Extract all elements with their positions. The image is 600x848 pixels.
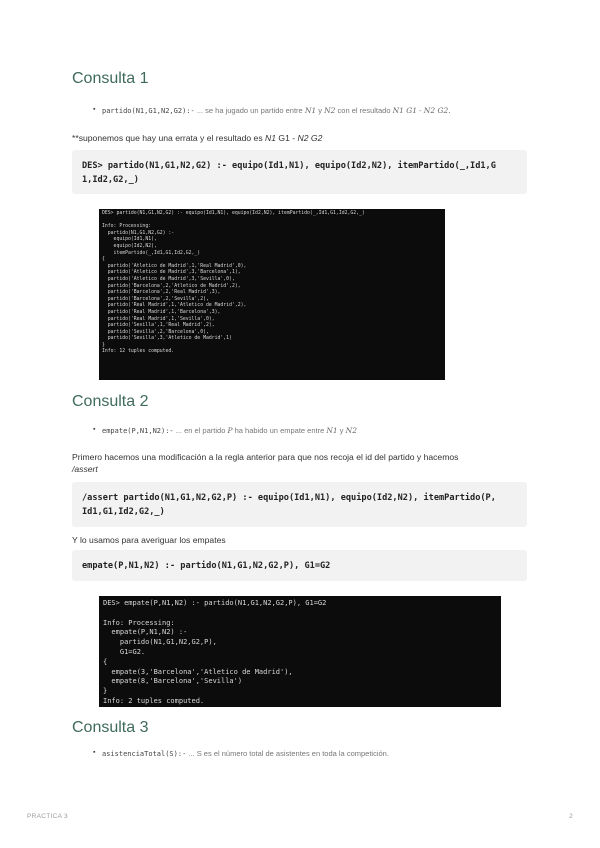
code-block-partido: DES> partido(N1,G1,N2,G2) :- equipo(Id1,N1), equipo(Id2,N2), itemPartido(_,Id1,G 1,Id2,G2,_) bbox=[72, 150, 527, 194]
terminal-line bbox=[102, 218, 442, 225]
paragraph-empates: Y lo usamos para averiguar los empates bbox=[72, 535, 226, 545]
terminal-line: Info: Processing: bbox=[102, 224, 152, 230]
note-errata: **suponemos que hay una errata y el resultado es N1 G1 - N2 G2 bbox=[72, 133, 323, 143]
section-heading-consulta-2: Consulta 2 bbox=[72, 393, 149, 410]
terminal-line: partido('Sevilla',2,'Barcelona',0), bbox=[102, 329, 209, 335]
terminal-line: partido('Atletico de Madrid',1,'Real Madrid',0), bbox=[102, 263, 247, 269]
terminal-line: partido('Barcelona',2,'Sevilla',2), bbox=[102, 296, 209, 302]
terminal-screenshot-empate bbox=[99, 596, 501, 707]
section-heading-consulta-1: Consulta 1 bbox=[72, 70, 149, 87]
bullet-code: empate(P,N1,N2):- bbox=[102, 427, 174, 435]
code-block-assert: /assert partido(N1,G1,N2,G2,P) :- equipo(Id1,N1), equipo(Id2,N2), itemPartido(P, Id1,G1,Id2,G2,_) bbox=[72, 482, 527, 527]
code-block-empate: empate(P,N1,N2) :- partido(N1,G1,N2,G2,P), G1=G2 bbox=[72, 550, 527, 581]
bullet-code: asistenciaTotal(S):- bbox=[102, 750, 187, 758]
terminal-line: partido('Barcelona',2,'Atletico de Madrid',2), bbox=[102, 283, 241, 289]
terminal-line: partido('Atletico de Madrid',3,'Sevilla',0), bbox=[102, 276, 235, 282]
terminal-line: DES> empate(P,N1,N2) :- partido(N1,G1,N2,G2,P), G1=G2 bbox=[103, 599, 327, 607]
terminal-line: partido('Real Madrid',1,'Atletico de Madrid',2), bbox=[102, 303, 247, 309]
terminal-line: partido(N1,G1,N2,G2) :- bbox=[102, 230, 175, 236]
section-heading-consulta-3: Consulta 3 bbox=[72, 719, 149, 736]
list-item-partido: ▪ partido(N1,G1,N2,G2):- ... se ha jugado un partido entre N1 y N2 con el resultado N1 G1 - N2 G2. bbox=[102, 106, 451, 115]
list-item-asistencia: ▪ asistenciaTotal(S):- ... S es el número total de asistentes en toda la competición. bbox=[102, 749, 389, 758]
terminal-line: { bbox=[102, 257, 105, 263]
terminal-line: partido('Atletico de Madrid',3,'Barcelona',1), bbox=[102, 270, 241, 276]
terminal-line: Info: Processing: bbox=[103, 618, 175, 627]
terminal-line: empate(8,'Barcelona','Sevilla') bbox=[103, 677, 243, 686]
terminal-line: partido('Sevilla',1,'Real Madrid',2), bbox=[102, 323, 215, 329]
terminal-line: partido(N1,G1,N2,G2,P), bbox=[103, 638, 217, 647]
list-item-empate: ▪ empate(P,N1,N2):- ... en el partido P ha habido un empate entre N1 y N2 bbox=[102, 426, 357, 435]
terminal-line: Info: 12 tuples computed. bbox=[102, 349, 175, 355]
page-number: 2 bbox=[569, 813, 573, 820]
terminal-line: partido('Barcelona',2,'Real Madrid',3), bbox=[102, 290, 221, 296]
paragraph-modificacion: Primero hacemos una modificación a la regla anterior para que nos recoja el id del partido y hacemos /assert bbox=[72, 452, 459, 474]
terminal-line: } bbox=[102, 342, 105, 348]
terminal-screenshot-partido bbox=[99, 209, 445, 380]
footer-left: PRACTICA 3 bbox=[27, 813, 68, 820]
terminal-line: DES> partido(N1,G1,N2,G2) :- equipo(Id1,N1), equipo(Id2,N2), itemPartido(_,Id1,G1,Id2,G2,_) bbox=[102, 211, 365, 216]
terminal-line: itemPartido(_,Id1,G1,Id2,G2,_) bbox=[102, 250, 201, 256]
terminal-line: empate(P,N1,N2) :- bbox=[103, 628, 188, 637]
terminal-line: partido('Real Madrid',1,'Barcelona',3), bbox=[102, 309, 221, 315]
terminal-line: partido('Sevilla',3,'Atletico de Madrid',1) bbox=[102, 336, 232, 342]
terminal-line: equipo(Id2,N2), bbox=[102, 243, 157, 249]
terminal-line: Info: 2 tuples computed. bbox=[103, 696, 205, 705]
terminal-line bbox=[103, 609, 497, 619]
bullet-code: partido(N1,G1,N2,G2):- bbox=[102, 107, 195, 115]
terminal-line: partido('Real Madrid',1,'Sevilla',0), bbox=[102, 316, 215, 322]
terminal-line: { bbox=[103, 657, 108, 666]
terminal-line: empate(3,'Barcelona','Atletico de Madrid'), bbox=[103, 667, 293, 676]
terminal-line: G1=G2. bbox=[103, 647, 146, 656]
terminal-line: } bbox=[103, 687, 108, 696]
terminal-line: equipo(Id1,N1), bbox=[102, 237, 157, 243]
